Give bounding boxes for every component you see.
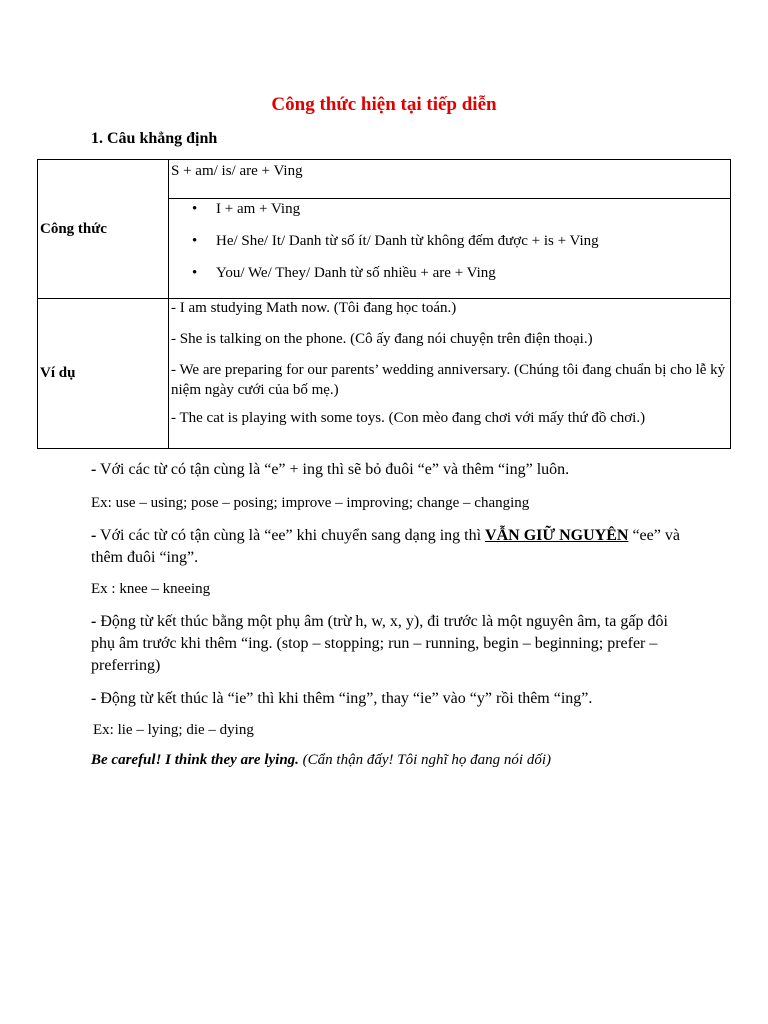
rule-2	[91, 525, 681, 569]
formula-table	[37, 159, 731, 449]
example-line: - I am studying Math now. (Tôi đang học toán.)	[171, 300, 457, 316]
rule-text: Với các từ có tận cùng là “ee” khi chuyển sang dạng ing thì	[96, 527, 486, 544]
rule-emphasis: VẪN GIỮ NGUYÊN	[485, 527, 629, 544]
examples-cell	[169, 299, 731, 449]
example-4: Ex: lie – lying; die – dying	[93, 722, 254, 738]
example-line: - We are preparing for our parents’ wedding anniversary. (Chúng tôi đang chuẩn bị cho lễ kỷ niệm ngày cưới của bố mẹ.)	[171, 362, 726, 398]
rule-text: Động từ kết thúc là “ie” thì khi thêm “ing”, thay “ie” vào “y” rồi thêm “ing”.	[96, 690, 593, 707]
formula-item: • He/ She/ It/ Danh từ số ít/ Danh từ không đếm được + is + Ving	[169, 234, 730, 266]
formula-label: Công thức	[38, 160, 169, 299]
example-1: Ex: use – using; pose – posing; improve – improving; change – changing	[91, 495, 530, 511]
rule-text: Động từ kết thúc bằng một phụ âm (trừ h, w, x, y), đi trước là một nguyên âm, ta gấp đôi phụ âm trước khi thêm “ing. (stop – stopping; run – running, begin – beginning; prefer – preferring)	[91, 613, 668, 674]
rule-dash: -	[91, 613, 97, 630]
rule-3	[91, 611, 681, 677]
formula-item: • I + am + Ving	[169, 202, 730, 234]
formula-item: • You/ We/ They/ Danh từ số nhiều + are + Ving	[169, 266, 730, 298]
section-heading: 1. Câu khẳng định	[91, 130, 218, 147]
table-row	[38, 299, 731, 449]
final-english: Be careful! I think they are lying.	[91, 752, 299, 768]
example-label: Ví dụ	[38, 299, 169, 449]
rule-text: “ee” và thêm đuôi “ing”.	[91, 527, 680, 566]
rule-dash: -	[91, 527, 97, 544]
formula-list	[169, 202, 730, 298]
rule-1	[91, 459, 681, 481]
document-title: Công thức hiện tại tiếp diễn	[271, 94, 497, 115]
rule-dash: -	[91, 690, 97, 707]
example-line: - The cat is playing with some toys. (Con mèo đang chơi với mấy thứ đồ chơi.)	[171, 410, 646, 426]
example-2: Ex : knee – kneeing	[91, 581, 211, 597]
example-line: - She is talking on the phone. (Cô ấy đang nói chuyện trên điện thoại.)	[171, 331, 593, 347]
formula-list-cell	[169, 199, 731, 299]
rule-dash: -	[91, 461, 97, 478]
rule-4	[91, 688, 681, 710]
formula-main: S + am/ is/ are + Ving	[169, 160, 731, 199]
final-example	[91, 752, 551, 769]
table-row	[38, 160, 731, 199]
rule-text: Với các từ có tận cùng là “e” + ing thì sẽ bỏ đuôi “e” và thêm “ing” luôn.	[96, 461, 570, 478]
final-vietnamese: (Cẩn thận đấy! Tôi nghĩ họ đang nói dối)	[298, 752, 551, 768]
